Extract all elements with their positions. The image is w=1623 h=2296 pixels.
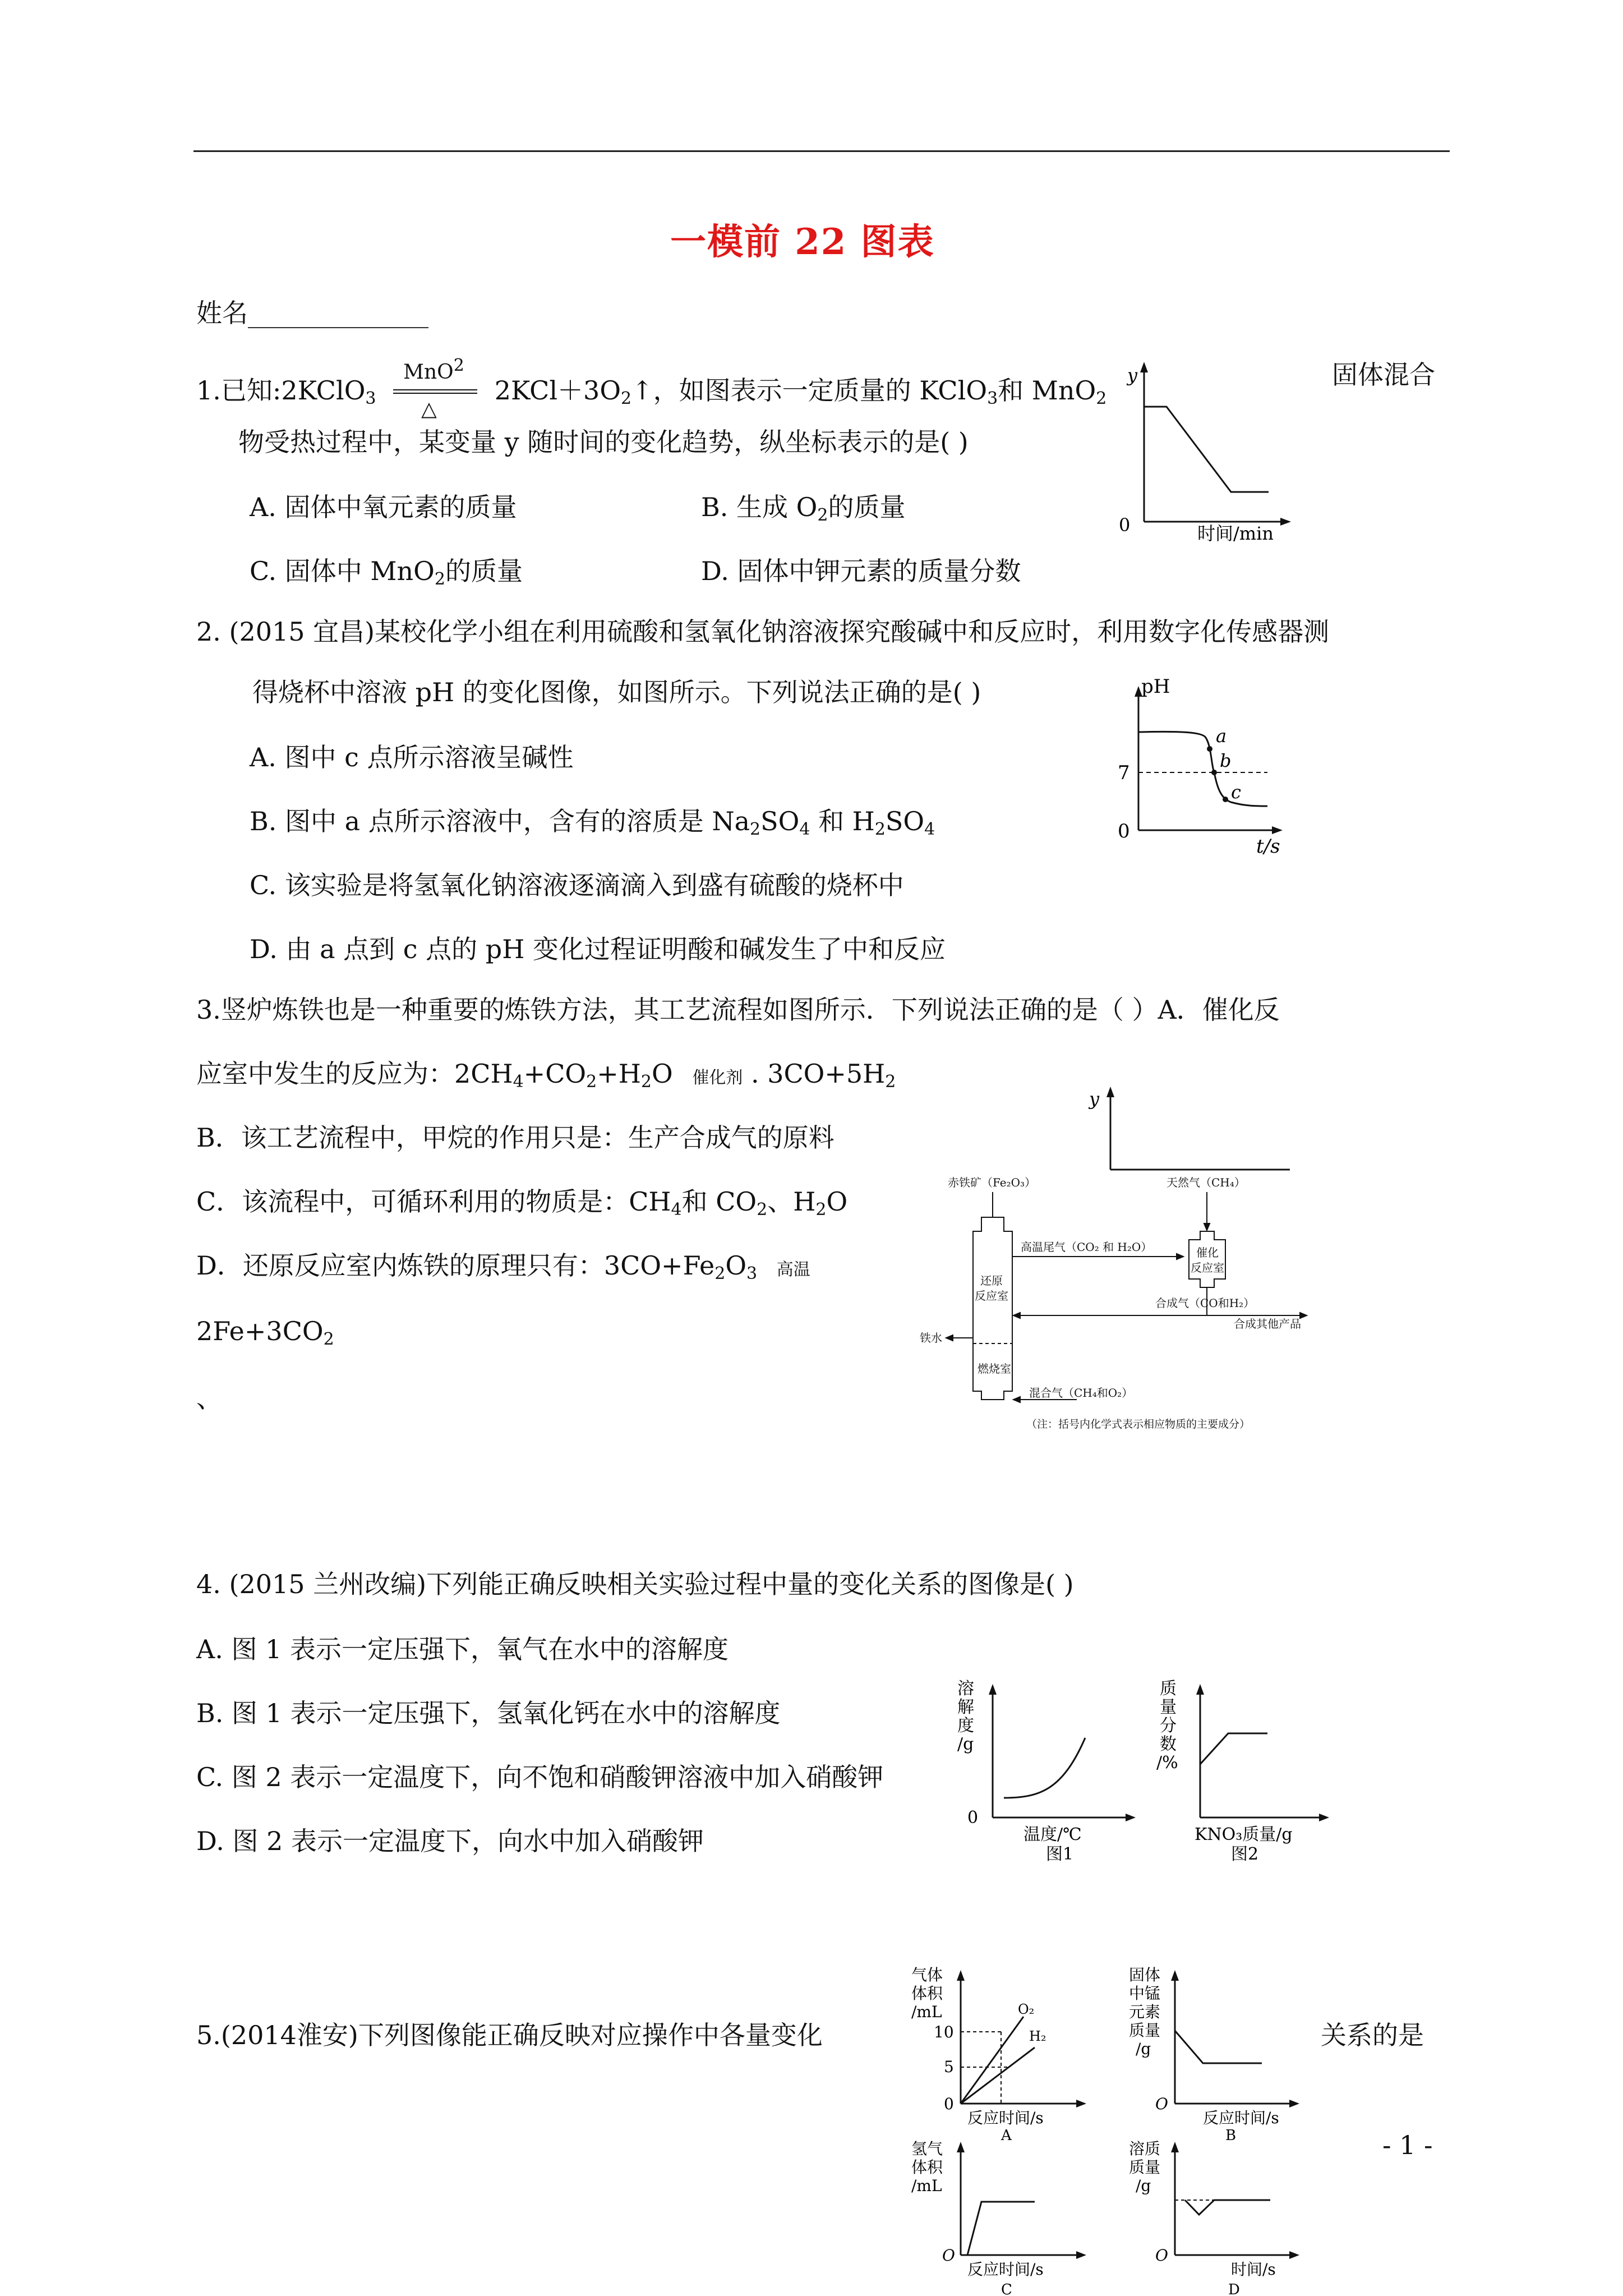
q4-option-b: B. 图 1 表示一定压强下，氢氧化钙在水中的溶解度 <box>196 1698 781 1728</box>
fig2-ylabel-4: 数 <box>1160 1734 1177 1754</box>
graph-b-ylabel-5: /g <box>1136 2040 1151 2058</box>
q2-point-a: a <box>1216 725 1227 747</box>
q2-graph-xlabel: t/s <box>1256 835 1280 855</box>
q3-mini-graph-ylabel: y <box>1089 1088 1100 1110</box>
graph-d-ylabel-3: /g <box>1136 2177 1151 2195</box>
graph-a-caption: A <box>1001 2127 1012 2143</box>
flow-syngas: 合成气（CO和H₂） <box>1155 1296 1255 1310</box>
flow-ore: 赤铁矿（Fe₂O₃） <box>948 1176 1036 1189</box>
q4-figure-2 <box>1150 1677 1335 1868</box>
q4-option-a: A. 图 1 表示一定压强下，氧气在水中的溶解度 <box>196 1634 728 1664</box>
q1-option-b: B. 生成 $O_2$的质量 <box>701 492 906 525</box>
q4-line1: 4. (2015 兰州改编)下列能正确反映相关实验过程中量的变化关系的图像是( ) <box>196 1569 1074 1599</box>
q4-option-d: D. 图 2 表示一定温度下，向水中加入硝酸钾 <box>196 1826 704 1856</box>
flow-reduce-1: 还原 <box>980 1274 1003 1287</box>
q2-graph-seven: 7 <box>1118 762 1130 784</box>
q1-option-c: C. 固体中 MnO$_2$的质量 <box>250 556 523 589</box>
q2-option-d: D. 由 a 点到 c 点的 pH 变化过程证明酸和碱发生了中和反应 <box>250 934 946 964</box>
graph-a-ylabel-3: /mL <box>911 2003 942 2021</box>
graph-c-origin: O <box>942 2246 955 2265</box>
q5-graph-d <box>1124 2137 1315 2296</box>
q2-option-c: C. 该实验是将氢氧化钠溶液逐滴滴入到盛有硫酸的烧杯中 <box>250 870 904 900</box>
graph-a-xlabel: 反应时间/s <box>967 2109 1044 2127</box>
q2-line2: 得烧杯中溶液 pH 的变化图像，如图所示。下列说法正确的是( ) <box>252 677 981 707</box>
q1-graph-ylabel: y <box>1127 365 1138 386</box>
q5-graph-c <box>911 2137 1102 2296</box>
graph-b-ylabel-1: 固体 <box>1129 1966 1161 1984</box>
flow-catalyst-2: 反应室 <box>1191 1261 1224 1274</box>
q3-option-d: D．还原反应室内炼铁的原理只有：$3CO+Fe_2O_3$ 高温 <box>196 1250 827 1281</box>
q5-graph-a <box>911 1963 1102 2143</box>
q4-option-c: C. 图 2 表示一定温度下，向不饱和硝酸钾溶液中加入硝酸钾 <box>196 1762 884 1792</box>
graph-d-xlabel: 时间/s <box>1231 2260 1276 2279</box>
q2-point-c: c <box>1231 781 1241 803</box>
graph-b-xlabel: 反应时间/s <box>1203 2109 1279 2127</box>
q3-stray-mark: 、 <box>196 1383 222 1414</box>
graph-c-xlabel: 反应时间/s <box>967 2260 1044 2279</box>
page-number: - 1 - <box>1382 2130 1433 2160</box>
graph-b-ylabel-2: 中锰 <box>1129 1984 1161 2003</box>
q1-right-label: 固体混合 <box>1332 360 1435 390</box>
q5-line1-tail: 关系的是 <box>1321 2020 1424 2050</box>
graph-b-ylabel-3: 元素 <box>1129 2003 1161 2021</box>
fig1-xlabel: 温度/℃ <box>1023 1825 1082 1844</box>
graph-d-origin: O <box>1155 2246 1168 2265</box>
fig1-caption: 图1 <box>1046 1844 1074 1864</box>
graph-a-ylabel-2: 体积 <box>911 1984 943 2003</box>
q1-graph <box>1116 359 1324 553</box>
q3-option-c: C．该流程中，可循环利用的物质是：$CH_4$和 $CO_2$、$H_2O$ <box>196 1186 848 1220</box>
q2-graph-origin: 0 <box>1118 820 1130 843</box>
fig1-origin: 0 <box>967 1808 979 1828</box>
flow-reduce-2: 反应室 <box>975 1289 1008 1303</box>
graph-c-ylabel-2: 体积 <box>911 2158 943 2177</box>
q1-graph-origin: 0 <box>1119 514 1131 536</box>
q3-mini-graph <box>1066 1080 1295 1175</box>
q1-line1: 1.已知:2KClO$_3$ MnO$^2$ △ $2KCl+3O_2↑$，如图表示一定质量的 KClO$_3$和 MnO$_2$ <box>196 356 1107 421</box>
catalyst-condition: 催化剂 <box>692 1068 743 1088</box>
graph-b-caption: B <box>1225 2127 1237 2143</box>
graph-c-ylabel-1: 氢气 <box>911 2139 943 2158</box>
header-rule <box>193 150 1450 152</box>
graph-d-caption: D <box>1228 2281 1240 2296</box>
q3-option-d-line2: $2Fe+3CO_2$ <box>196 1316 334 1349</box>
flow-note: （注：括号内化学式表示相应物质的主要成分） <box>1026 1418 1251 1430</box>
graph-a-tick-10: 10 <box>934 2023 954 2041</box>
graph-a-origin: 0 <box>944 2095 954 2113</box>
q1-option-d: D. 固体中钾元素的质量分数 <box>701 556 1021 586</box>
fig2-caption: 图2 <box>1231 1844 1259 1864</box>
graph-d-ylabel-1: 溶质 <box>1129 2139 1161 2158</box>
flow-exhaust: 高温尾气（CO₂ 和 H₂O） <box>1021 1240 1152 1254</box>
reaction-condition: MnO$^2$ △ <box>393 381 477 404</box>
q2-line1: 2. (2015 宜昌)某校化学小组在利用硫酸和氢氧化钠溶液探究酸碱中和反应时，利用数字化传感器测 <box>196 616 1330 647</box>
flow-burn: 燃烧室 <box>978 1362 1011 1375</box>
q1-option-a: A. 固体中氧元素的质量 <box>250 492 517 522</box>
graph-a-tick-5: 5 <box>944 2058 954 2076</box>
graph-b-origin: O <box>1155 2095 1168 2113</box>
fig2-ylabel-2: 量 <box>1160 1697 1177 1717</box>
fig1-ylabel-2: 解 <box>957 1697 974 1717</box>
fig1-ylabel-4: /g <box>957 1734 974 1754</box>
q1-line2: 物受热过程中，某变量 y 随时间的变化趋势，纵坐标表示的是( ) <box>238 427 969 457</box>
flow-natgas: 天然气（CH₄） <box>1166 1176 1246 1189</box>
graph-d-ylabel-2: 质量 <box>1129 2158 1161 2177</box>
flow-catalyst-1: 催化 <box>1196 1246 1219 1259</box>
fig1-ylabel-1: 溶 <box>957 1679 974 1699</box>
q2-point-b: b <box>1220 750 1232 771</box>
fig2-ylabel-1: 质 <box>1160 1679 1177 1699</box>
flow-mixgas: 混合气（CH₄和O₂） <box>1029 1386 1133 1400</box>
flow-other: 合成其他产品 <box>1234 1317 1301 1331</box>
q4-figure-1 <box>951 1677 1136 1868</box>
graph-c-ylabel-3: /mL <box>911 2177 942 2195</box>
q2-option-b: B. 图中 a 点所示溶液中，含有的溶质是 $Na_2SO_4$ 和 $H_2SO_4$ <box>250 806 935 839</box>
graph-c-caption: C <box>1001 2281 1012 2296</box>
page-title: 一模前 22 图表 <box>670 221 935 263</box>
q1-graph-xlabel: 时间/min <box>1197 523 1274 544</box>
q2-graph-ylabel: pH <box>1141 676 1170 698</box>
graph-b-ylabel-4: 质量 <box>1129 2021 1161 2040</box>
fig2-xlabel: KNO₃质量/g <box>1195 1825 1293 1844</box>
q3-line1: 3.竖炉炼铁也是一种重要的炼铁方法，其工艺流程如图所示．下列说法正确的是（ ）A．催化反 <box>196 995 1280 1025</box>
fig2-ylabel-3: 分 <box>1160 1716 1177 1736</box>
q3-flow-diagram <box>909 1170 1335 1456</box>
fig1-ylabel-3: 度 <box>957 1716 974 1736</box>
graph-a-h2: H₂ <box>1029 2028 1046 2044</box>
flow-iron: 铁水 <box>920 1331 942 1345</box>
q2-ph-graph <box>1113 676 1298 855</box>
name-field-label: 姓名______________ <box>196 298 428 328</box>
q2-option-a: A. 图中 c 点所示溶液呈碱性 <box>250 742 574 772</box>
q3-option-b: B．该工艺流程中，甲烷的作用只是：生产合成气的原料 <box>196 1122 834 1153</box>
graph-a-ylabel-1: 气体 <box>911 1966 943 1984</box>
high-temp-condition: 高温 <box>776 1260 810 1280</box>
q5-line1: 5.(2014淮安)下列图像能正确反映对应操作中各量变化 <box>196 2020 823 2050</box>
q3-line2: 应室中发生的反应为：$2CH_4+CO_2+H_2O$ 催化剂 . $3CO+5H_2$ <box>196 1059 896 1092</box>
graph-a-o2: O₂ <box>1018 2001 1035 2017</box>
fig2-ylabel-5: /% <box>1156 1753 1178 1773</box>
q5-graph-b <box>1124 1963 1315 2143</box>
